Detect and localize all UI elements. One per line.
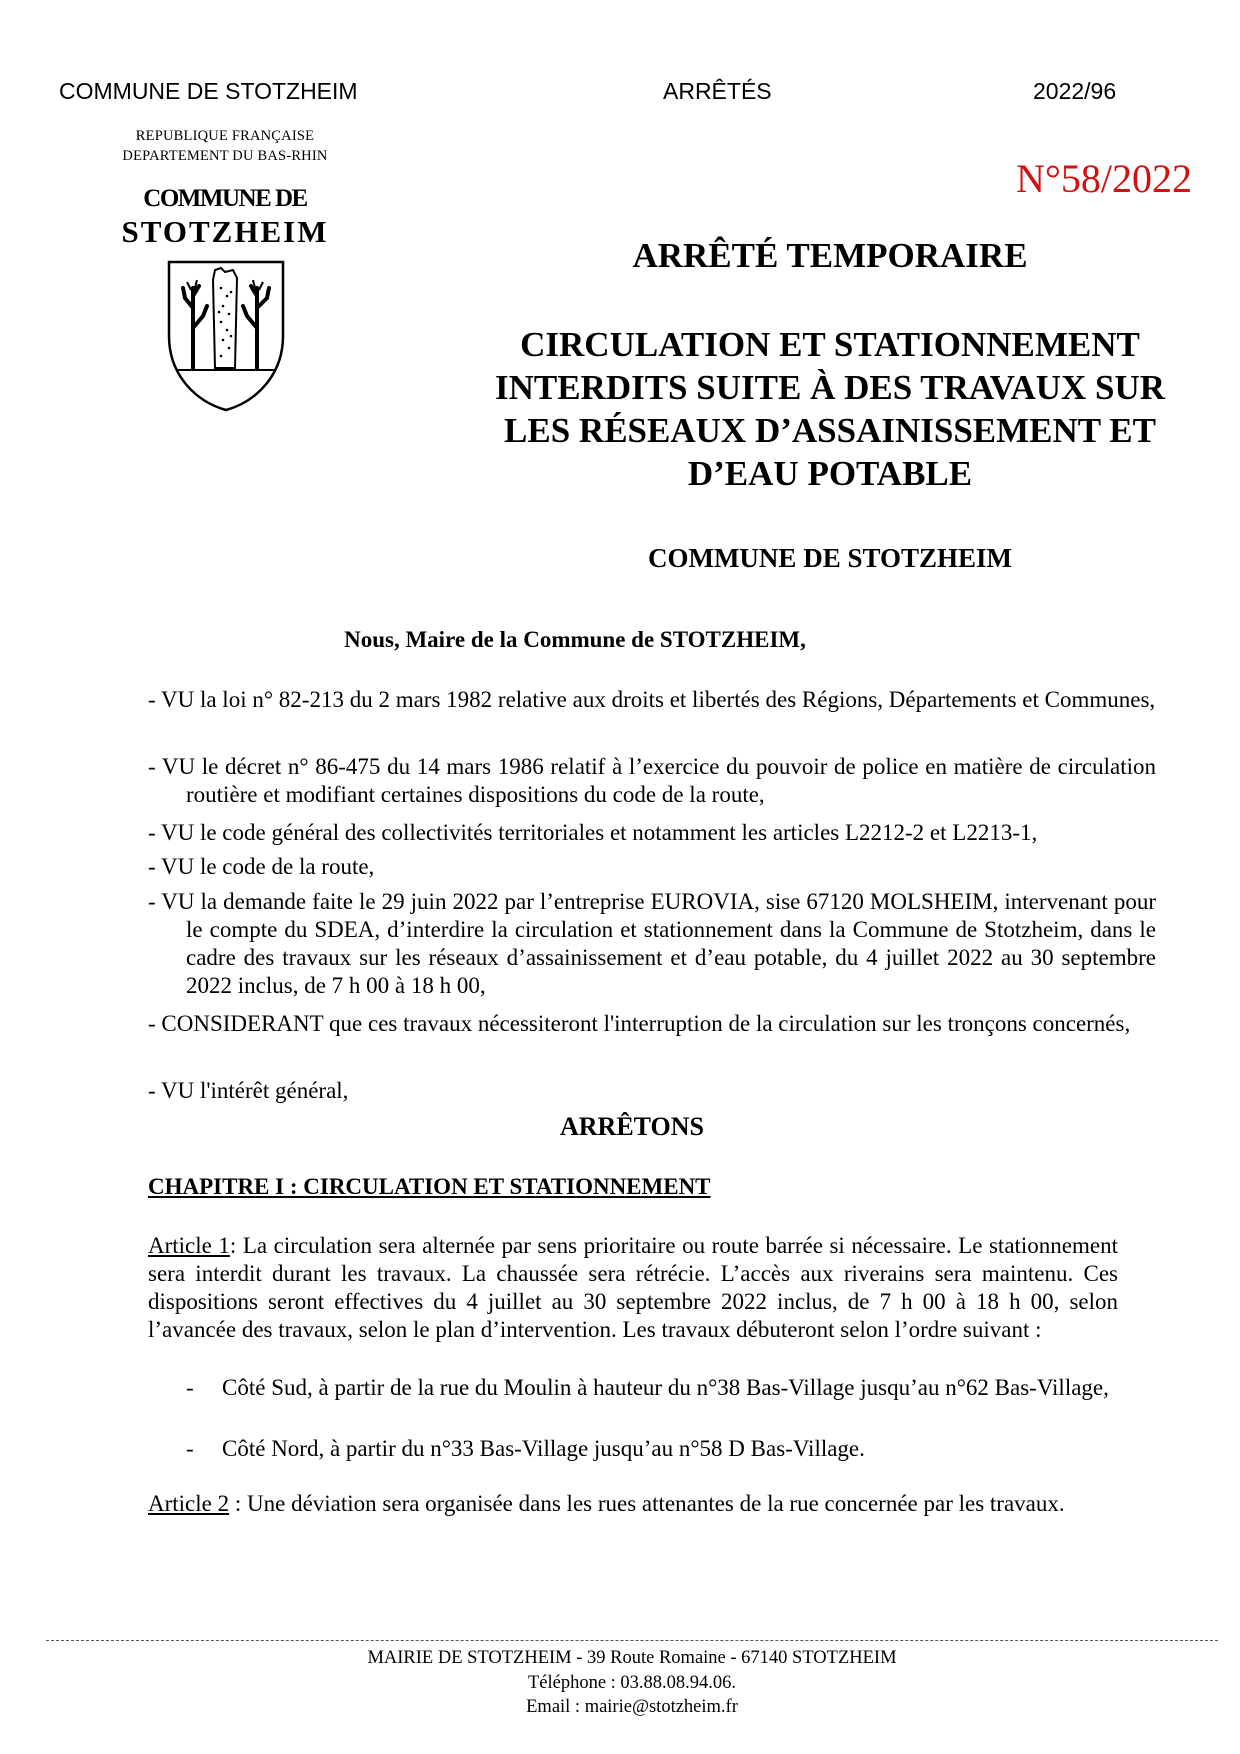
consideration-item: - CONSIDERANT que ces travaux nécessiteront l'interruption de la circulation sur les tronçons concernés, — [148, 1011, 1131, 1036]
consideration-item: - VU le décret n° 86-475 du 14 mars 1986 relatif à l’exercice du pouvoir de police en matière de circulation routière et modifiant certaines dispositions du code de la route, — [148, 754, 1156, 807]
coat-of-arms-icon — [163, 258, 289, 414]
decree-number: N°58/2022 — [1016, 156, 1192, 201]
bullet-mark: - — [186, 1375, 194, 1400]
letterhead-commune-de: COMMUNE DE — [143, 185, 307, 212]
chapter-heading: CHAPITRE I : CIRCULATION ET STATIONNEMENT — [148, 1174, 711, 1199]
article-1 — [148, 1232, 1118, 1344]
article-1-bullet: Côté Sud, à partir de la rue du Moulin à hauteur du n°38 Bas-Village jusqu’au n°62 Bas-Village, — [222, 1375, 1109, 1400]
title-commune: COMMUNE DE STOTZHEIM — [647, 543, 1013, 573]
header-section: ARRÊTÉS — [663, 78, 772, 104]
bullet-mark: - — [186, 1436, 194, 1461]
article-1-label: Article 1 — [148, 1233, 230, 1258]
title-sub-line: D’EAU POTABLE — [687, 454, 973, 493]
article-1-bullet: Côté Nord, à partir du n°33 Bas-Village jusqu’au n°58 D Bas-Village. — [222, 1436, 865, 1461]
title-sub-line: INTERDITS SUITE À DES TRAVAUX SUR — [494, 368, 1166, 407]
article-2-label: Article 2 — [148, 1491, 230, 1516]
title-main: ARRÊTÉ TEMPORAIRE — [632, 236, 1028, 275]
consideration-item: - VU la demande faite le 29 juin 2022 par l’entreprise EUROVIA, sise 67120 MOLSHEIM, intervenant pour le compte du SDEA, d’interdire la circulation et stationnement dans la Commune de Stotzheim, dans le cadre des travaux sur les réseaux d’assainissement et d’eau potable, du 4 juillet 2022 au 30 septembre 2022 inclus, de 7 h 00 à 18 h 00, — [148, 889, 1156, 998]
article-2 — [148, 1490, 1118, 1518]
letterhead-republic: REPUBLIQUE FRANÇAISE — [135, 128, 315, 144]
title-sub-line: LES RÉSEAUX D’ASSAINISSEMENT ET — [504, 411, 1156, 450]
consideration-item: - VU le code général des collectivités territoriales et notamment les articles L2212-2 et L2213-1, — [148, 820, 1038, 845]
letterhead-department: DEPARTEMENT DU BAS-RHIN — [122, 148, 328, 164]
title-sub — [430, 323, 1230, 495]
footer-divider — [46, 1640, 1218, 1641]
consideration-item: - VU le code de la route, — [148, 854, 375, 879]
decision-heading: ARRÊTONS — [559, 1112, 704, 1141]
consideration-item: - VU l'intérêt général, — [148, 1078, 349, 1103]
article-1-text: : La circulation sera alternée par sens prioritaire ou route barrée si nécessaire. Le stationnement sera interdit durant les travaux. La chaussée sera rétrécie. L’accès aux riverains sera maintenu. Ces dispositions seront effectives du 4 juillet au 30 septembre 2022 inclus, de 7 h 00 à 18 h 00, selon l’avancée des travaux, selon le plan d’intervention. Les travaux débuteront selon l’ordre suivant : — [148, 1233, 1119, 1342]
intro-statement: Nous, Maire de la Commune de STOTZHEIM, — [344, 627, 806, 652]
footer-phone: Téléphone : 03.88.08.94.06. — [527, 1673, 737, 1693]
title-sub-line: CIRCULATION ET STATIONNEMENT — [520, 325, 1140, 364]
header-page-ref: 2022/96 — [1033, 78, 1117, 104]
letterhead-commune-name: STOTZHEIM — [121, 214, 329, 249]
footer-address: MAIRIE DE STOTZHEIM - 39 Route Romaine - 67140 STOTZHEIM — [367, 1648, 897, 1668]
footer-email: Email : mairie@stotzheim.fr — [526, 1697, 738, 1717]
article-2-text: : Une déviation sera organisée dans les rues attenantes de la rue concernée par les travaux. — [229, 1491, 1065, 1516]
consideration-item: - VU la loi n° 82-213 du 2 mars 1982 relative aux droits et libertés des Régions, Départements et Communes, — [148, 687, 1156, 712]
header-commune: COMMUNE DE STOTZHEIM — [59, 78, 358, 104]
